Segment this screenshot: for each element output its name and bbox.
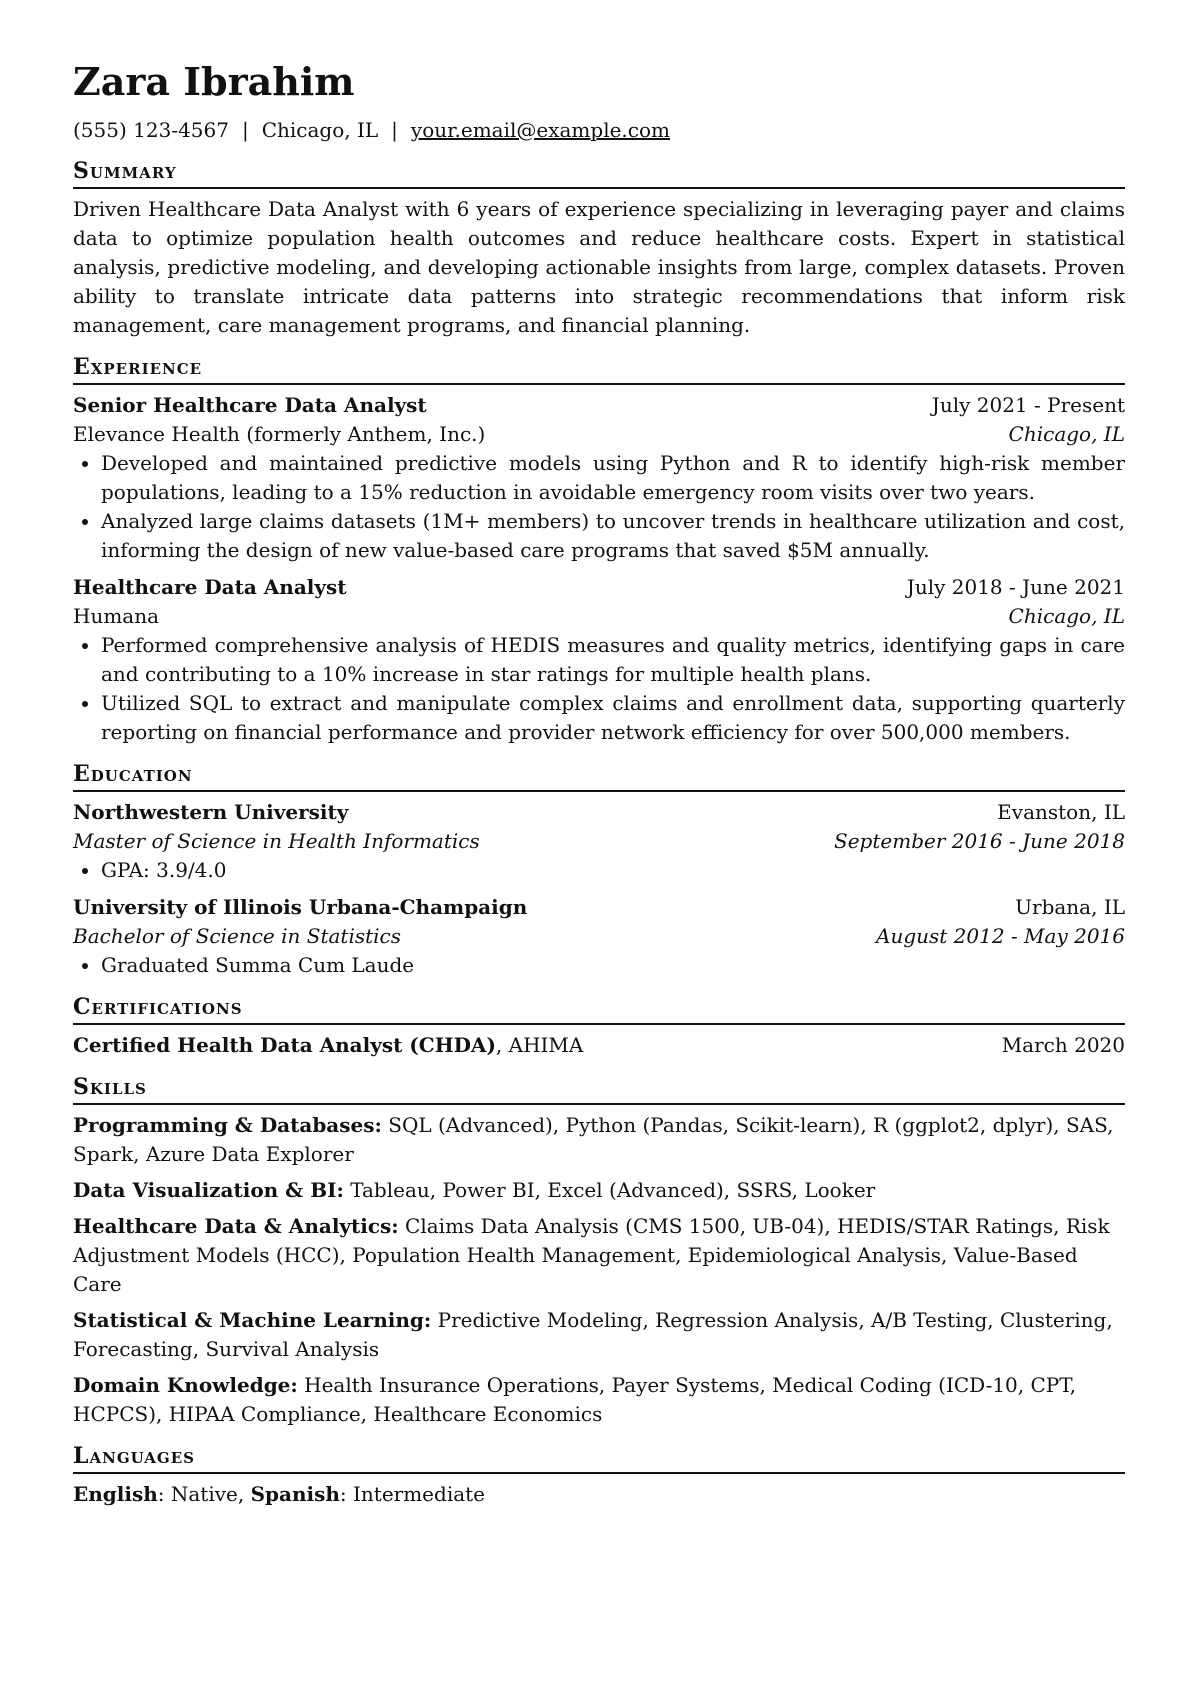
skill-value: SQL (Advanced), Python (Pandas, Scikit-learn), R (ggplot2, dplyr), SAS, Spark, Azure Data Explorer: [73, 1113, 1114, 1166]
candidate-name: Zara Ibrahim: [73, 59, 355, 104]
section-title: Skills: [73, 1072, 1125, 1105]
company-name: Elevance Health (formerly Anthem, Inc.): [73, 422, 486, 446]
education-section: [73, 759, 1125, 980]
skill-row: [73, 1111, 1125, 1169]
school-name: Northwestern University: [73, 800, 349, 824]
language-name: Spanish: [250, 1482, 340, 1506]
skill-row: [73, 1212, 1125, 1299]
skill-label: Healthcare Data & Analytics:: [73, 1214, 399, 1238]
list-item: • GPA: 3.9/4.0: [101, 856, 1125, 885]
certifications-section: [73, 992, 1125, 1060]
section-title: Education: [73, 759, 1125, 792]
skill-label: Domain Knowledge:: [73, 1373, 298, 1397]
summary-text: Driven Healthcare Data Analyst with 6 years of experience specializing in leveraging payer and claims data to optimize population health outcomes and reduce healthcare costs. Expert in statistical analysis, predictive modeling, and developing actionable insights from large, complex datasets. Proven ability to translate intricate data patterns into strategic recommendations that inform risk management, care management programs, and financial planning.: [73, 197, 1125, 337]
education-dates: September 2016 - June 2018: [834, 829, 1125, 853]
skill-label: Programming & Databases:: [73, 1113, 382, 1137]
summary-section: [73, 156, 1125, 340]
skill-row: [73, 1371, 1125, 1429]
job-dates: July 2021 - Present: [931, 393, 1125, 417]
certification-date: March 2020: [1001, 1033, 1125, 1057]
list-item: • Developed and maintained predictive models using Python and R to identify high-risk member populations, leading to a 15% reduction in avoidable emergency room visits over two years.: [101, 449, 1125, 507]
job-bullets: [73, 449, 1125, 565]
location: Chicago, IL: [261, 118, 379, 142]
section-title: Languages: [73, 1441, 1125, 1474]
education-entry: [73, 798, 1125, 885]
list-item: • Graduated Summa Cum Laude: [101, 951, 1125, 980]
skill-value: Health Insurance Operations, Payer Systems, Medical Coding (ICD-10, CPT, HCPCS), HIPAA Compliance, Healthcare Economics: [73, 1373, 1077, 1426]
list-item: • Performed comprehensive analysis of HEDIS measures and quality metrics, identifying gaps in care and contributing to a 10% increase in star ratings for multiple health plans.: [101, 631, 1125, 689]
school-location: Evanston, IL: [997, 800, 1125, 824]
degree: Bachelor of Science in Statistics: [73, 924, 401, 948]
list-item: • Utilized SQL to extract and manipulate complex claims and enrollment data, supporting quarterly reporting on financial performance and provider network efficiency for over 500,000 members.: [101, 689, 1125, 747]
languages-line: [73, 1480, 1125, 1509]
company-name: Humana: [73, 604, 160, 628]
job-bullets: [73, 631, 1125, 747]
languages-section: [73, 1441, 1125, 1509]
school-name: University of Illinois Urbana-Champaign: [73, 895, 528, 919]
job-location: Chicago, IL: [1008, 422, 1125, 446]
language-level: : Intermediate: [339, 1482, 486, 1506]
resume-page: [73, 58, 1125, 1509]
skill-row: [73, 1306, 1125, 1364]
contact-line: [73, 116, 1125, 144]
school-location: Urbana, IL: [1015, 895, 1125, 919]
skills-section: [73, 1072, 1125, 1429]
language-level: : Native,: [157, 1482, 251, 1506]
separator: |: [391, 118, 398, 142]
skill-value: Claims Data Analysis (CMS 1500, UB-04), HEDIS/STAR Ratings, Risk Adjustment Models (HCC), Population Health Management, Epidemiological Analysis, Value-Based Care: [73, 1214, 1110, 1296]
separator: |: [241, 118, 249, 142]
section-title: Certifications: [73, 992, 1125, 1025]
education-dates: August 2012 - May 2016: [876, 924, 1125, 948]
certification-name: Certified Health Data Analyst (CHDA): [73, 1033, 496, 1057]
education-entry: [73, 893, 1125, 980]
job-role: Senior Healthcare Data Analyst: [73, 393, 427, 417]
list-item: • Analyzed large claims datasets (1M+ members) to uncover trends in healthcare utilization and cost, informing the design of new value-based care programs that saved $5M annually.: [101, 507, 1125, 565]
skill-row: [73, 1176, 1125, 1205]
skill-value: Tableau, Power BI, Excel (Advanced), SSRS, Looker: [343, 1178, 876, 1202]
skill-value: Predictive Modeling, Regression Analysis, A/B Testing, Clustering, Forecasting, Survival Analysis: [73, 1308, 1113, 1361]
job-location: Chicago, IL: [1008, 604, 1125, 628]
phone-number: (555) 123-4567: [73, 118, 229, 142]
certification-entry: [73, 1031, 1125, 1060]
section-title: Experience: [73, 352, 1125, 385]
language-name: English: [73, 1482, 158, 1506]
email-link[interactable]: your.email@example.com: [410, 118, 670, 142]
job-entry: [73, 573, 1125, 747]
skill-label: Data Visualization & BI:: [73, 1178, 344, 1202]
degree: Master of Science in Health Informatics: [73, 829, 480, 853]
section-title: Summary: [73, 156, 1125, 189]
job-entry: [73, 391, 1125, 565]
job-role: Healthcare Data Analyst: [73, 575, 347, 599]
skill-label: Statistical & Machine Learning:: [73, 1308, 432, 1332]
experience-section: [73, 352, 1125, 747]
certification-issuer: , AHIMA: [495, 1033, 584, 1057]
job-dates: July 2018 - June 2021: [906, 575, 1125, 599]
